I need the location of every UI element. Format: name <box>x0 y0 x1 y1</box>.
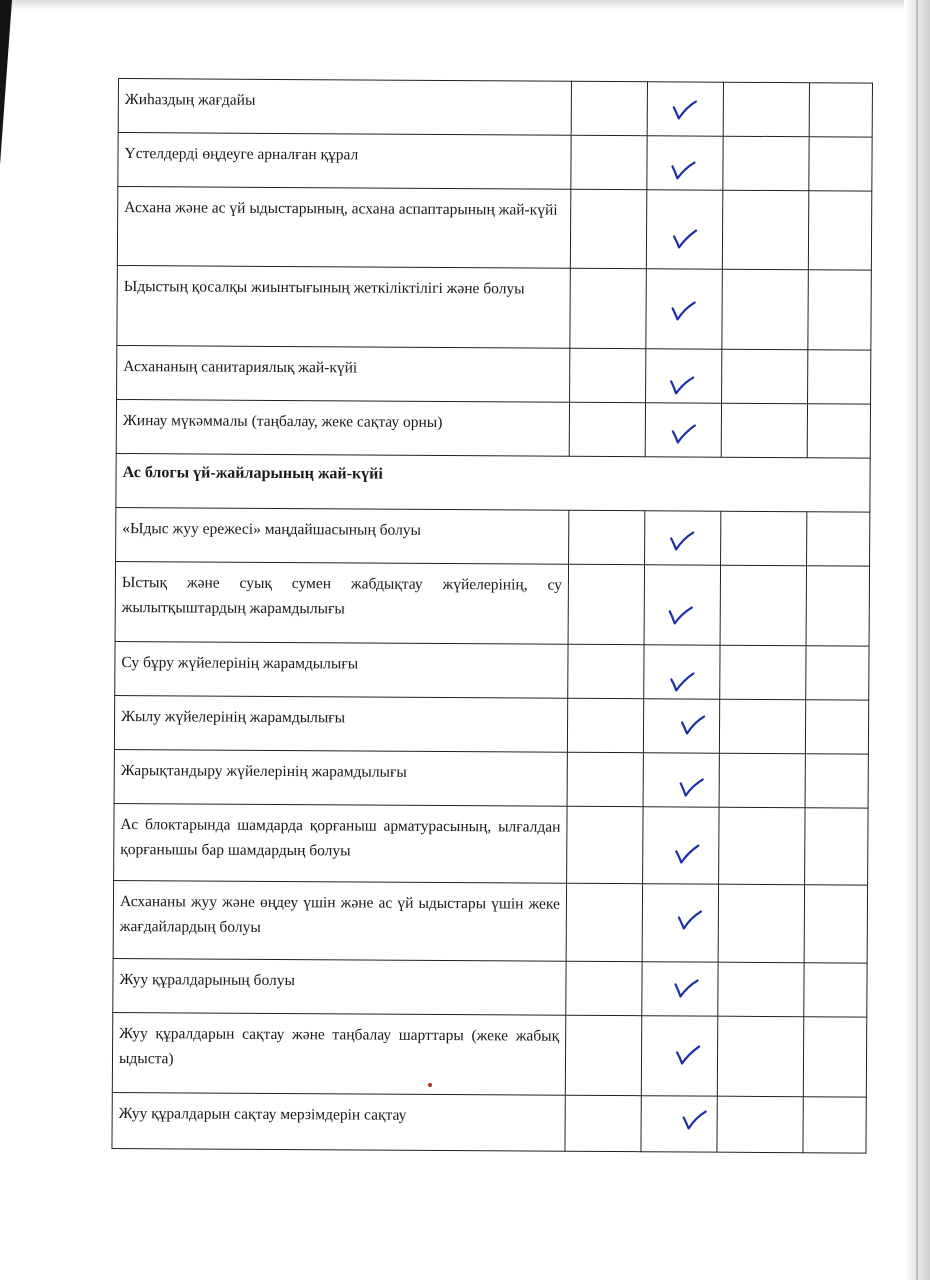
cell-col-1 <box>566 961 642 1015</box>
table-row <box>114 695 868 754</box>
cell-col-4 <box>807 404 870 458</box>
cell-col-3 <box>718 884 804 963</box>
row-description: Ыдыстың қосалқы жиынтығының жеткіліктілігі және болуы <box>117 265 570 348</box>
cell-col-2 <box>647 82 723 136</box>
table-row <box>114 749 868 808</box>
checkmark-icon <box>678 775 708 799</box>
cell-col-4 <box>804 885 867 963</box>
checkmark-icon <box>672 1042 702 1066</box>
checkmark-icon <box>667 529 697 553</box>
cell-col-2 <box>643 699 719 753</box>
table-row <box>113 958 867 1017</box>
scan-top-shade <box>0 0 930 10</box>
cell-col-4 <box>803 1097 866 1153</box>
cell-col-2 <box>645 511 721 565</box>
cell-col-2 <box>642 962 718 1016</box>
row-description: Жарықтандыру жүйелерінің жарамдылығы <box>114 749 567 806</box>
row-description: Жинау мүкәммалы (таңбалау, жеке сақтау орны) <box>116 399 569 456</box>
cell-col-3 <box>722 349 808 404</box>
row-description: Жуу құралдарының болуы <box>113 958 566 1015</box>
cell-col-3 <box>718 962 804 1017</box>
row-description: Жиһаздың жағдайы <box>118 79 571 136</box>
row-description: Су бұру жүйелерінің жарамдылығы <box>115 641 568 698</box>
checkmark-icon <box>680 1108 710 1132</box>
table-row <box>113 880 867 963</box>
table-row <box>115 641 869 700</box>
table-row <box>112 1092 866 1153</box>
row-description: Асхана және ас үй ыдыстарының, асхана аспаптарының жай-күйі <box>117 187 570 269</box>
cell-col-3 <box>723 82 809 137</box>
checkmark-icon <box>668 373 698 397</box>
cell-col-4 <box>807 512 870 566</box>
cell-col-1 <box>570 348 646 402</box>
cell-col-2 <box>642 884 718 962</box>
cell-col-4 <box>808 191 871 270</box>
cell-col-3 <box>721 403 807 458</box>
checkmark-icon <box>667 603 697 627</box>
table-row <box>117 345 871 404</box>
cell-col-1 <box>567 698 643 752</box>
table-row <box>116 507 870 566</box>
table-row <box>116 399 870 458</box>
row-description: Асхананың санитариялық жай-күйі <box>117 345 570 402</box>
cell-col-1 <box>570 189 646 268</box>
checkmark-icon <box>669 299 699 323</box>
cell-col-4 <box>805 808 868 885</box>
cell-col-4 <box>805 700 868 754</box>
cell-col-4 <box>806 646 869 700</box>
cell-col-1 <box>567 752 643 806</box>
checkmark-icon <box>670 98 700 122</box>
scan-right-edge-line <box>916 0 918 1280</box>
checkmark-icon <box>672 976 702 1000</box>
cell-col-3 <box>721 511 807 566</box>
cell-col-3 <box>719 699 805 754</box>
table-row <box>114 803 868 885</box>
checkmark-icon <box>666 669 696 693</box>
cell-col-1 <box>570 268 646 348</box>
cell-col-3 <box>719 807 805 885</box>
checkmark-icon <box>671 841 701 865</box>
checkmark-icon <box>678 713 708 737</box>
row-description: Асхананы жуу және өңдеу үшін және ас үй ыдыстары үшін жеке жағдайлардың болуы <box>113 880 566 961</box>
row-description: Ыстық және суық сумен жабдықтау жүйелерінің, су жылытқыштардың жарамдылығы <box>115 561 568 644</box>
cell-col-3 <box>717 1016 803 1097</box>
checkmark-icon <box>669 226 699 250</box>
cell-col-1 <box>568 564 644 644</box>
cell-col-4 <box>805 754 868 808</box>
cell-col-1 <box>569 510 645 564</box>
row-description: Үстелдерді өңдеуге арналған құрал <box>118 133 571 190</box>
cell-col-2 <box>643 807 719 884</box>
cell-col-3 <box>722 269 808 350</box>
cell-col-1 <box>567 806 643 883</box>
cell-col-2 <box>644 565 720 645</box>
cell-col-4 <box>804 963 867 1017</box>
cell-col-2 <box>645 403 721 457</box>
cell-col-1 <box>565 1015 641 1095</box>
section-row <box>116 453 870 512</box>
cell-col-2 <box>643 753 719 807</box>
cell-col-1 <box>569 402 645 456</box>
section-title: Ас блогы үй-жайларының жай-күйі <box>116 453 870 512</box>
row-description: Жуу құралдарын сақтау және таңбалау шарттары (жеке жабық ыдыста) <box>112 1012 565 1095</box>
cell-col-2 <box>646 190 722 269</box>
checkmark-icon <box>669 158 699 182</box>
checklist-table <box>111 78 873 1154</box>
table-row <box>118 79 872 138</box>
cell-col-3 <box>720 645 806 700</box>
cell-col-2 <box>641 1016 717 1096</box>
cell-col-2 <box>646 349 722 403</box>
checklist-body <box>112 79 873 1154</box>
cell-col-4 <box>808 270 871 350</box>
cell-col-4 <box>806 566 869 646</box>
cell-col-1 <box>571 81 647 135</box>
cell-col-2 <box>644 645 720 699</box>
table-row <box>117 265 871 350</box>
cell-col-1 <box>566 883 642 961</box>
row-description: Жылу жүйелерінің жарамдылығы <box>114 695 567 752</box>
cell-col-4 <box>809 137 872 191</box>
cell-col-3 <box>720 565 806 646</box>
checkmark-icon <box>675 908 705 932</box>
cell-col-3 <box>719 753 805 808</box>
table-row <box>115 561 869 646</box>
cell-col-1 <box>568 644 644 698</box>
cell-col-4 <box>803 1017 866 1097</box>
row-description: Ас блоктарында шамдарда қорғаныш арматурасының, ылғалдан қорғанышы бар шамдардың болуы <box>114 803 567 883</box>
cell-col-3 <box>717 1096 803 1153</box>
checkmark-icon <box>668 421 698 445</box>
cell-col-4 <box>809 83 872 137</box>
row-description: Жуу құралдарын сақтау мерзімдерін сақтау <box>112 1092 565 1151</box>
table-row <box>118 133 872 192</box>
table-row <box>117 187 871 271</box>
cell-col-2 <box>641 1096 717 1152</box>
scan-corner-shadow <box>0 0 12 165</box>
cell-col-1 <box>571 135 647 189</box>
cell-col-2 <box>646 269 722 349</box>
table-row <box>112 1012 866 1097</box>
cell-col-3 <box>722 190 808 270</box>
row-description: «Ыдыс жуу ережесі» маңдайшасының болуы <box>116 507 569 564</box>
cell-col-3 <box>723 136 809 191</box>
cell-col-1 <box>565 1095 641 1151</box>
cell-col-4 <box>808 350 871 404</box>
cell-col-2 <box>647 136 723 190</box>
